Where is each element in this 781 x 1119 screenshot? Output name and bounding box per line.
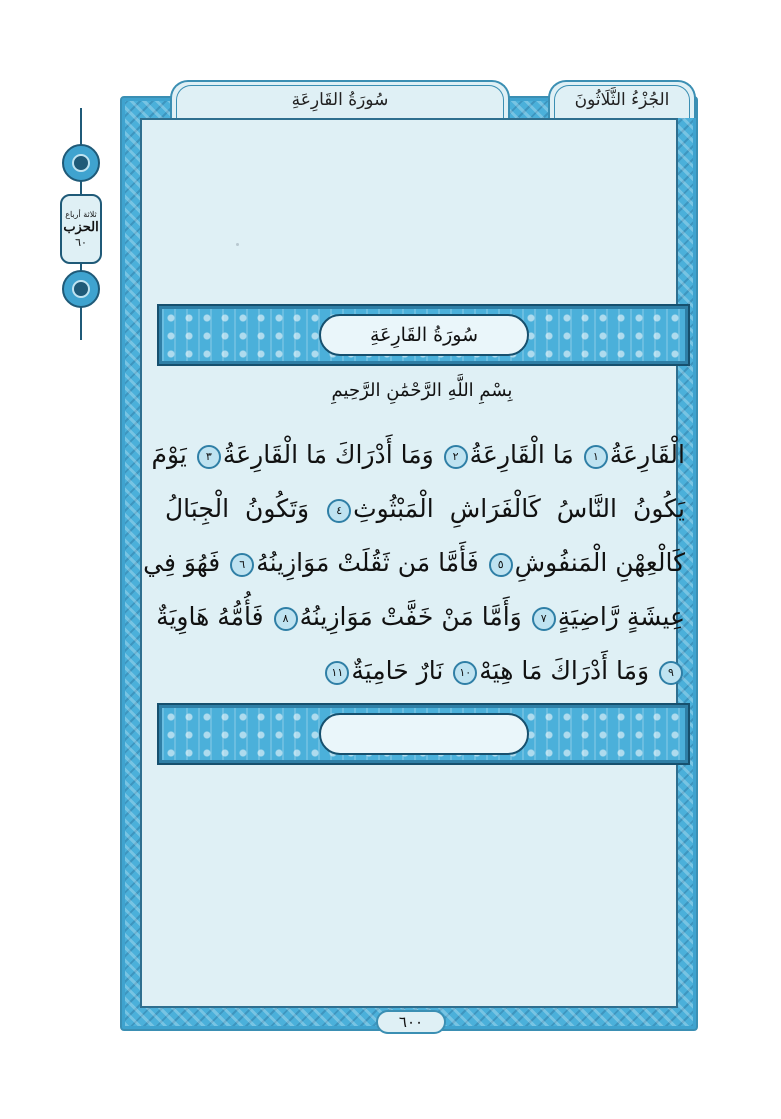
basmala: بِسْمِ اللَّهِ الرَّحْمَٰنِ الرَّحِيمِ [331,380,513,401]
hizb-label-box [60,194,102,264]
header-surah-tab [170,80,510,118]
verse-line [156,590,685,644]
verses-block [143,428,685,698]
verse-text: فَأُمُّهُ هَاوِيَةٌ [156,602,264,631]
ayah-number-icon: ١١ [325,661,349,685]
ornament-medallion-icon [62,270,100,308]
header-juz-name: الجُزْءُ الثَّلَاثُونَ [574,90,670,110]
verse-text: يَوْمَ [151,440,187,469]
verse-line [143,536,685,590]
ayah-number-icon: ٢ [444,445,468,469]
verse-text: الْقَارِعَةُ [609,440,685,469]
verse-text: وَأَمَّا مَنْ خَفَّتْ مَوَازِينُهُ [299,602,522,631]
hizb-label: الحزب [63,219,99,235]
ayah-number-icon: ١ [584,445,608,469]
page-number: ٦٠٠ [376,1010,446,1034]
verse-line [165,644,685,698]
ornament-medallion-icon [62,144,100,182]
hizb-marker [58,108,104,340]
ayah-number-icon: ١٠ [453,661,477,685]
hizb-fraction: ثلاثة أرباع [65,209,97,219]
ayah-number-icon: ٤ [327,499,351,523]
verse-text: فَأَمَّا مَن ثَقُلَتْ مَوَازِينُهُ [256,548,479,577]
verse-text: وَمَا أَدْرَاكَ مَا هِيَهْ [479,656,650,685]
verse-text: وَتَكُونُ الْجِبَالُ [165,494,310,523]
verse-line [165,482,685,536]
verse-text: مَا الْقَارِعَةُ [469,440,574,469]
hizb-number: ٦٠ [75,235,87,249]
verse-text: وَمَا أَدْرَاكَ مَا الْقَارِعَةُ [222,440,434,469]
verse-text: كَالْعِهْنِ الْمَنفُوشِ [514,548,685,577]
speck [236,243,239,246]
header-juz-tab [548,80,696,118]
verse-text: عِيشَةٍ رَّاضِيَةٍ [557,602,685,631]
surah-title: سُورَةُ القَارِعَةِ [319,314,529,356]
ayah-number-icon: ٧ [532,607,556,631]
ayah-number-icon: ٥ [489,553,513,577]
verse-text: نَارٌ حَامِيَةٌ [351,656,444,685]
ayah-number-icon: ٣ [197,445,221,469]
verse-text: فَهُوَ فِي [143,548,221,577]
surah-footer-band [157,703,690,765]
ayah-number-icon: ٨ [274,607,298,631]
empty-cartouche [319,713,529,755]
verse-line [151,428,685,482]
ayah-number-icon: ٩ [659,661,683,685]
surah-header-band [157,304,690,366]
ayah-number-icon: ٦ [230,553,254,577]
header-surah-name: سُورَةُ القَارِعَةِ [291,90,389,110]
verse-text: يَكُونُ النَّاسُ كَالْفَرَاشِ الْمَبْثُوثِ [353,494,685,523]
